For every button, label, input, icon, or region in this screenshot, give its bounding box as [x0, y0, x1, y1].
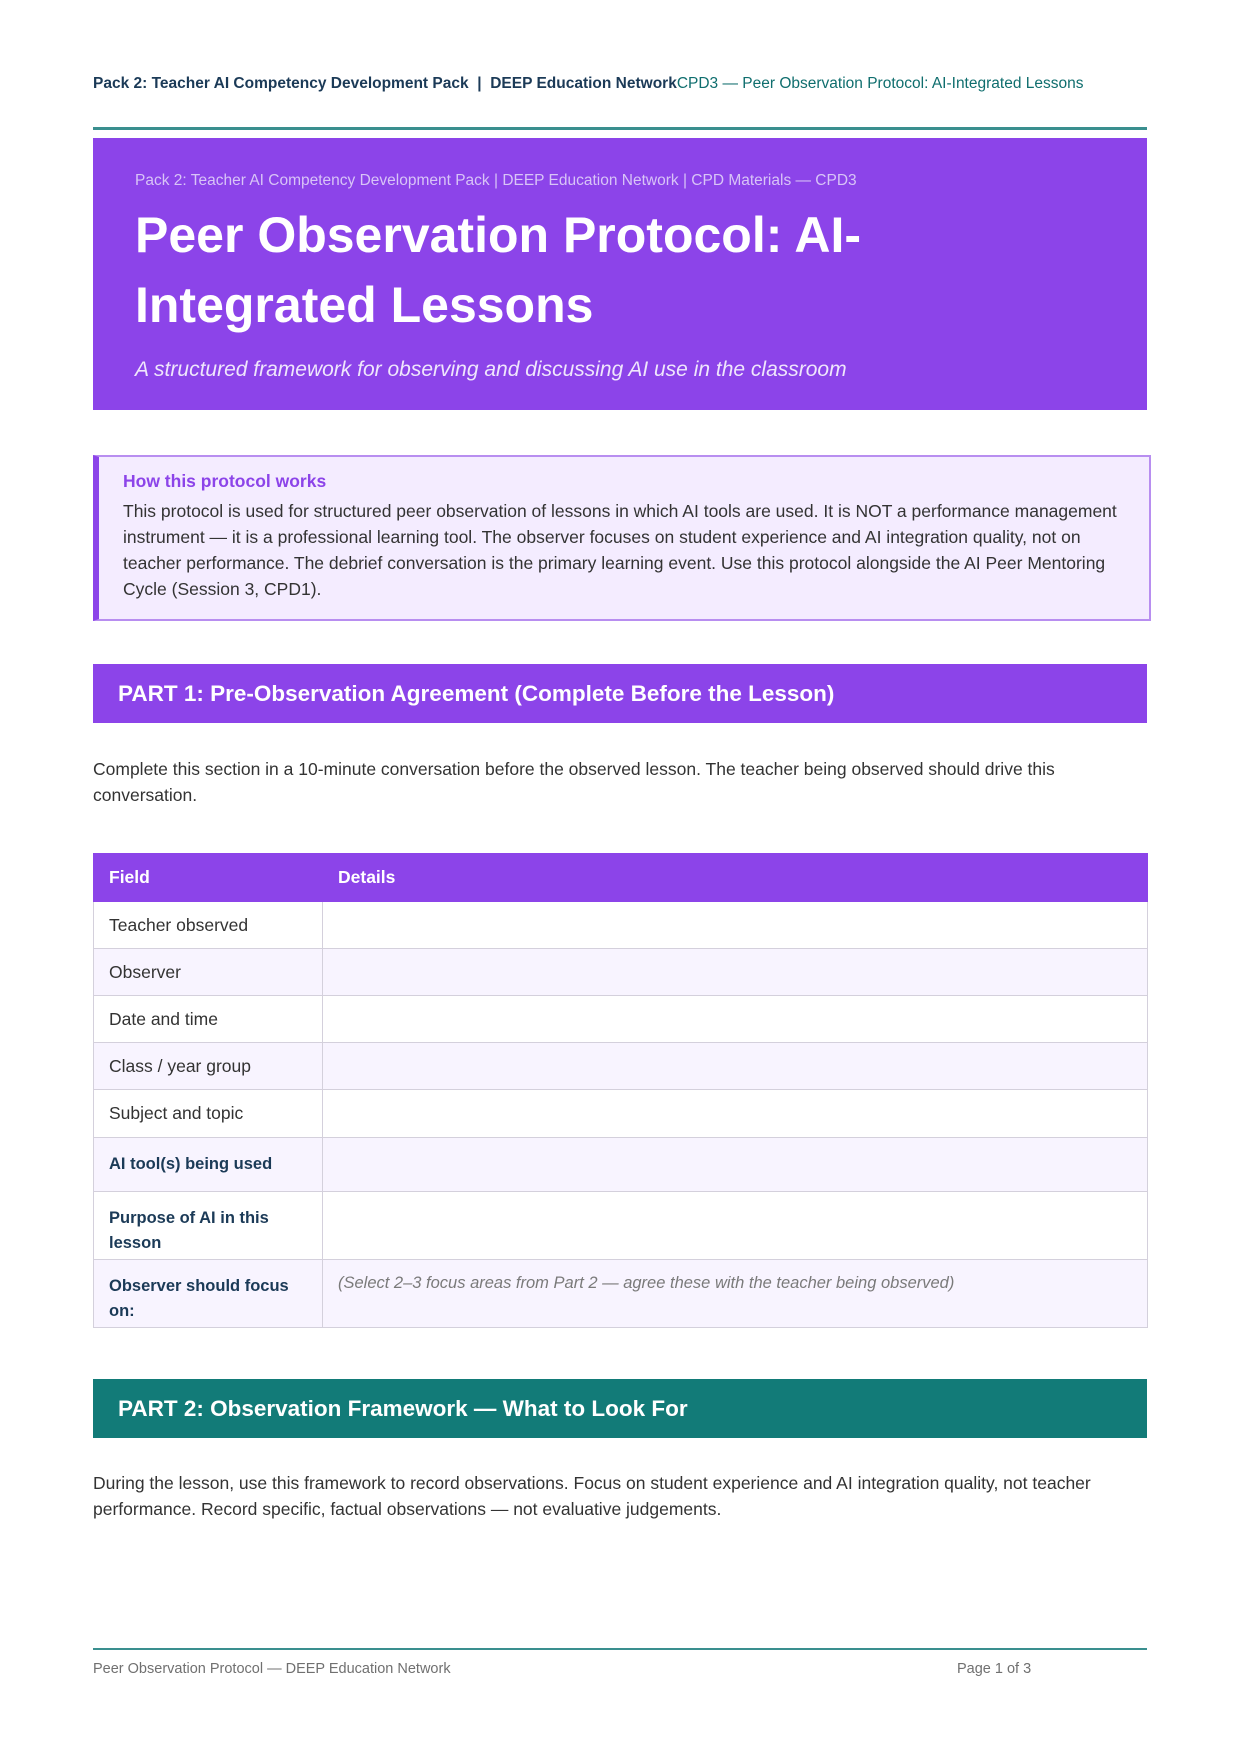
header-pack-name: Pack 2: Teacher AI Competency Development Pack [93, 75, 469, 92]
table-row [94, 902, 1148, 949]
info-callout [93, 455, 1151, 621]
row-details-cell[interactable] [323, 902, 1148, 949]
row-details-cell[interactable] [323, 1043, 1148, 1090]
row-details-cell[interactable] [323, 1090, 1148, 1138]
row-field-label: Observer [94, 949, 323, 996]
part1-intro: Complete this section in a 10-minute conversation before the observed lesson. The teacher being observed should drive this conversation. [93, 759, 1055, 805]
part1-heading: PART 1: Pre-Observation Agreement (Complete Before the Lesson) [93, 664, 1147, 723]
callout-body: This protocol is used for structured peer observation of lessons in which AI tools are used. It is NOT a performance management instrument — it is a professional learning tool. The observer focuses on student experience and AI integration quality, not on teacher performance. The debrief conversation is the primary learning event. Use this protocol alongside the AI Peer Mentoring Cycle (Session 3, CPD1). [123, 501, 1117, 599]
header-divider [93, 127, 1147, 130]
table-row [94, 1043, 1148, 1090]
row-field-label: Observer should focus on: [94, 1260, 323, 1328]
row-field-label: Subject and topic [94, 1090, 323, 1138]
column-header-details: Details [323, 854, 1148, 902]
table-row [94, 949, 1148, 996]
row-details-cell[interactable]: (Select 2–3 focus areas from Part 2 — agree these with the teacher being observed) [323, 1260, 1148, 1328]
header-document-title: CPD3 — Peer Observation Protocol: AI-Integrated Lessons [676, 75, 1084, 92]
table-row [94, 1090, 1148, 1138]
header-separator: | [477, 75, 482, 92]
part2-heading: PART 2: Observation Framework — What to Look For [93, 1379, 1147, 1438]
row-field-label: Teacher observed [94, 902, 323, 949]
table-row [94, 1138, 1148, 1192]
table-row [94, 1192, 1148, 1260]
title-banner [93, 138, 1147, 410]
page-subtitle: A structured framework for observing and discussing AI use in the classroom [135, 358, 847, 381]
row-details-cell[interactable] [323, 996, 1148, 1043]
pre-observation-table [93, 853, 1148, 1328]
row-details-cell[interactable] [323, 1192, 1148, 1260]
footer-document-name: Peer Observation Protocol — DEEP Education Network [93, 1661, 451, 1677]
row-field-label: Class / year group [94, 1043, 323, 1090]
running-header [93, 72, 1093, 95]
row-field-label: Purpose of AI in this lesson [94, 1192, 323, 1260]
row-field-label: AI tool(s) being used [94, 1138, 323, 1192]
callout-title: How this protocol works [123, 471, 327, 491]
footer-page-number: Page 1 of 3 [957, 1661, 1032, 1677]
row-details-cell[interactable] [323, 949, 1148, 996]
row-details-cell[interactable] [323, 1138, 1148, 1192]
part2-intro: During the lesson, use this framework to record observations. Focus on student experience and AI integration quality, not teacher performance. Record specific, factual observations — not evaluative judgements. [93, 1473, 1091, 1519]
table-header-row [94, 854, 1148, 902]
column-header-field: Field [94, 854, 323, 902]
banner-breadcrumb: Pack 2: Teacher AI Competency Development Pack | DEEP Education Network | CPD Materials — CPD3 [135, 172, 857, 189]
table-row [94, 996, 1148, 1043]
footer-divider [93, 1648, 1147, 1650]
table-row [94, 1260, 1148, 1328]
header-network-name: DEEP Education Network [490, 75, 677, 92]
page-title: Peer Observation Protocol: AI-Integrated Lessons [135, 207, 862, 333]
row-field-label: Date and time [94, 996, 323, 1043]
